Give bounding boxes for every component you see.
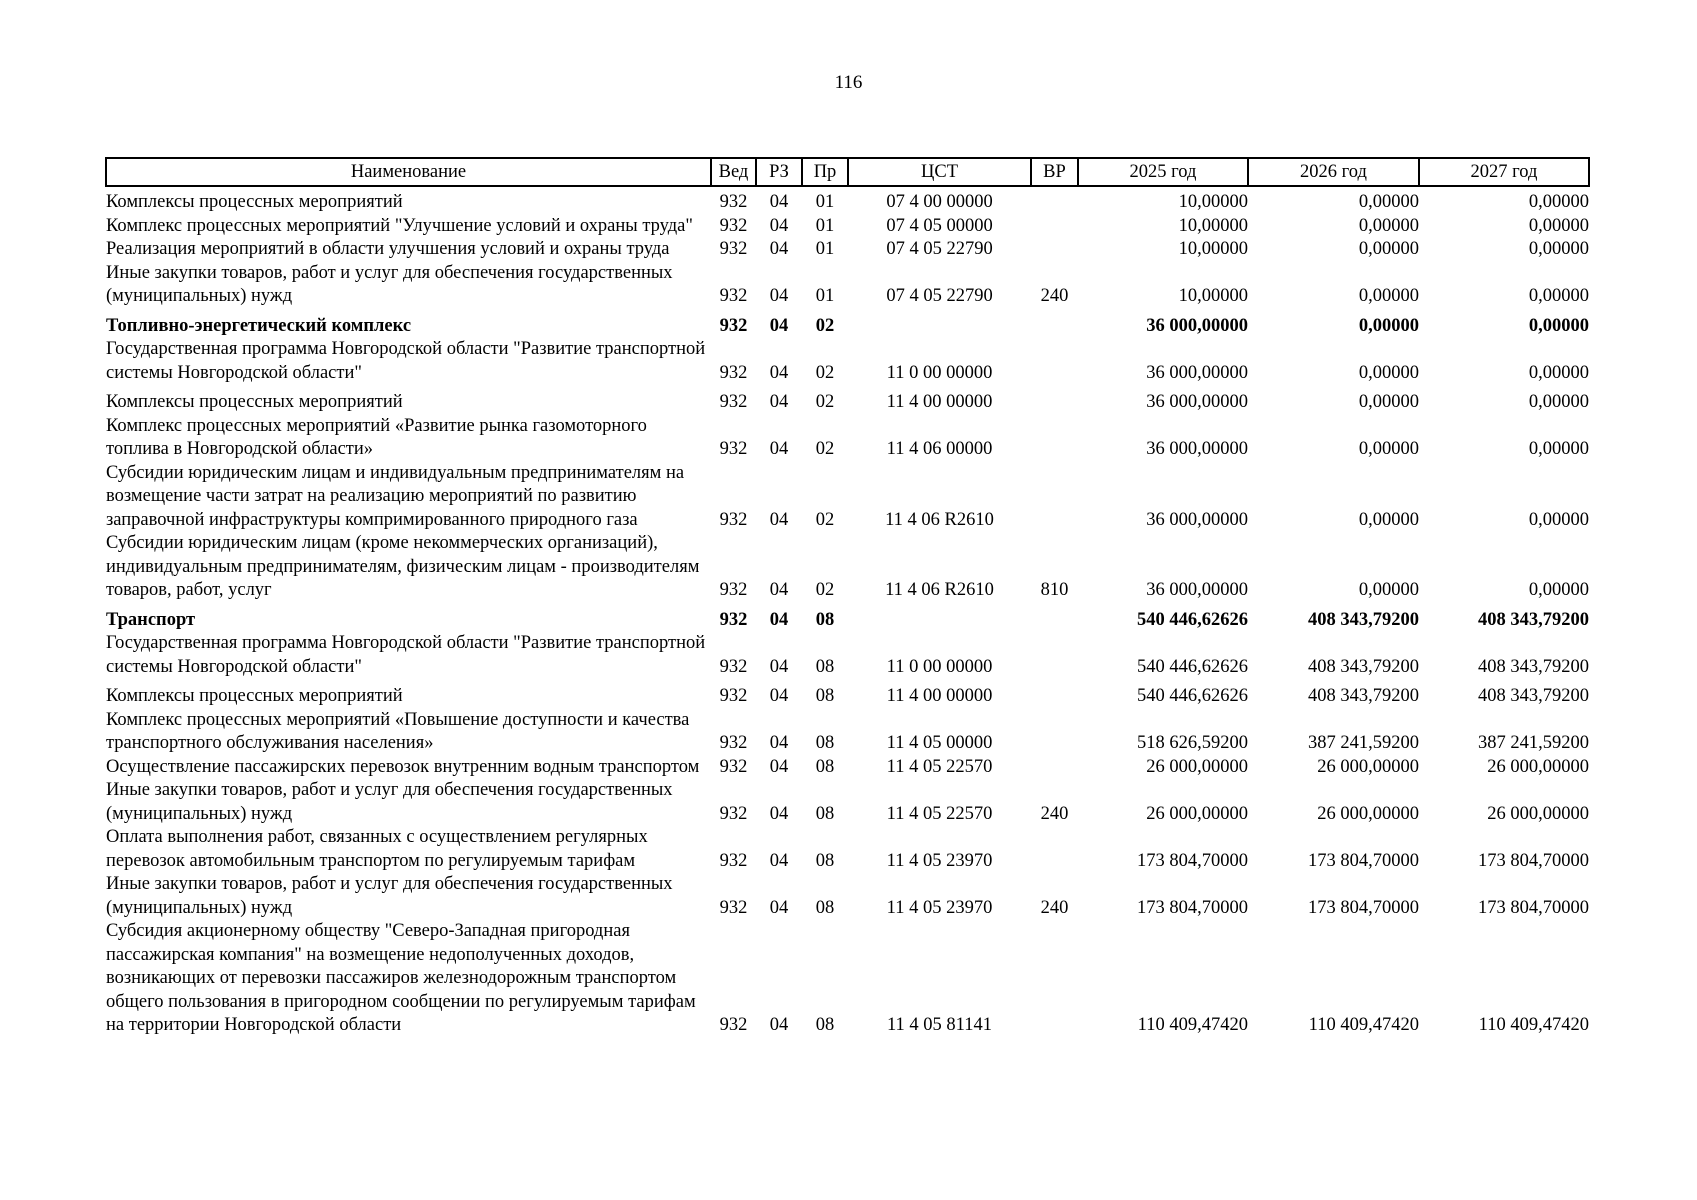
row-name: Комплексы процессных мероприятий: [106, 392, 403, 412]
row-2027: 0,00000: [1528, 192, 1589, 212]
table-row: [106, 756, 1589, 780]
row-rz: 04: [769, 192, 789, 212]
row-cst: 11 4 06 00000: [886, 439, 993, 459]
row-cst: 11 0 00 00000: [886, 362, 993, 383]
row-vr: [1031, 415, 1078, 462]
row-2025: 10,00000: [1178, 192, 1248, 212]
row-vr: [1031, 462, 1078, 533]
row-name: Комплексы процессных мероприятий: [106, 686, 403, 706]
row-2026: 26 000,00000: [1317, 803, 1419, 824]
row-2027: 408 343,79200: [1478, 686, 1589, 706]
row-cst: 11 4 05 00000: [886, 733, 993, 753]
row-pr: 08: [815, 733, 835, 753]
row-ved: 932: [719, 509, 748, 530]
row-2025: 36 000,00000: [1146, 392, 1248, 412]
row-pr: 01: [815, 239, 835, 259]
header-rz: РЗ: [756, 158, 802, 186]
row-2025: 10,00000: [1178, 286, 1248, 306]
row-pr: 08: [815, 1015, 835, 1035]
row-2025: 540 446,62626: [1137, 686, 1248, 706]
row-2026: 408 343,79200: [1308, 656, 1419, 677]
header-name: Наименование: [106, 158, 711, 186]
row-ved: 932: [719, 392, 748, 412]
table-row: [106, 415, 1589, 462]
row-2027: 0,00000: [1528, 362, 1589, 383]
row-vr: 810: [1040, 580, 1069, 600]
row-2025: 173 804,70000: [1137, 850, 1248, 871]
row-pr: 02: [815, 439, 835, 459]
row-rz: 04: [769, 733, 789, 753]
row-2026: 408 343,79200: [1308, 609, 1419, 630]
row-2027: 26 000,00000: [1487, 803, 1589, 824]
row-2025: 540 446,62626: [1137, 609, 1248, 630]
row-ved: 932: [719, 192, 748, 212]
row-2026: 110 409,47420: [1308, 1015, 1419, 1035]
row-rz: 04: [769, 803, 789, 824]
row-cst: 11 4 06 R2610: [885, 580, 994, 600]
row-name: Топливно-энергетический комплекс: [106, 315, 412, 336]
row-vr: [1031, 826, 1078, 873]
row-2027: 408 343,79200: [1478, 656, 1589, 677]
row-ved: 932: [719, 803, 748, 824]
row-ved: 932: [719, 756, 748, 777]
table-row: [106, 262, 1589, 309]
table-row: [106, 532, 1589, 603]
row-cst: 11 4 06 R2610: [885, 509, 994, 530]
row-2026: 173 804,70000: [1308, 897, 1419, 918]
row-cst: 11 4 00 00000: [886, 392, 993, 412]
table-row: [106, 679, 1589, 709]
row-rz: 04: [769, 362, 789, 383]
row-vr: [1031, 679, 1078, 709]
row-pr: 02: [815, 315, 835, 336]
row-2026: 0,00000: [1358, 315, 1419, 336]
row-rz: 04: [769, 686, 789, 706]
row-2025: 36 000,00000: [1146, 439, 1248, 459]
row-2025: 518 626,59200: [1137, 733, 1248, 753]
row-2027: 387 241,59200: [1478, 733, 1589, 753]
row-2027: 0,00000: [1528, 315, 1589, 336]
table-row: [106, 385, 1589, 415]
row-cst: 07 4 05 22790: [886, 286, 993, 306]
row-ved: 932: [719, 686, 748, 706]
budget-table: [105, 157, 1590, 1038]
row-rz: 04: [769, 850, 789, 871]
row-name: Комплекс процессных мероприятий «Повышение доступности и качества транспортного обслуживания населения»: [106, 709, 690, 753]
row-rz: 04: [769, 509, 789, 530]
row-2027: 0,00000: [1528, 286, 1589, 306]
row-name: Транспорт: [106, 609, 196, 630]
row-2025: 36 000,00000: [1146, 362, 1248, 383]
row-rz: 04: [769, 392, 789, 412]
row-name: Государственная программа Новгородской области "Развитие транспортной системы Новгородской области": [106, 339, 706, 383]
row-2027: 173 804,70000: [1478, 850, 1589, 871]
header-cst: ЦСТ: [848, 158, 1031, 186]
row-2027: 110 409,47420: [1478, 1015, 1589, 1035]
row-cst: 07 4 05 00000: [886, 215, 993, 236]
row-cst: 11 0 00 00000: [886, 656, 993, 677]
row-vr: [1031, 632, 1078, 679]
row-vr: 240: [1040, 286, 1069, 306]
row-pr: 08: [815, 656, 835, 677]
row-2027: 0,00000: [1528, 509, 1589, 530]
row-vr: [1031, 186, 1078, 215]
row-rz: 04: [769, 580, 789, 600]
row-vr: [1031, 215, 1078, 239]
row-vr: [1031, 709, 1078, 756]
table-row: [106, 238, 1589, 262]
table-row: [106, 462, 1589, 533]
table-row: [106, 873, 1589, 920]
row-2025: 10,00000: [1178, 239, 1248, 259]
row-ved: 932: [719, 656, 748, 677]
row-name: Иные закупки товаров, работ и услуг для обеспечения государственных (муниципальных) нужд: [106, 874, 673, 918]
row-2026: 173 804,70000: [1308, 850, 1419, 871]
row-vr: [1031, 238, 1078, 262]
row-cst: 11 4 05 81141: [886, 1015, 992, 1035]
row-ved: 932: [719, 733, 748, 753]
row-2027: 0,00000: [1528, 439, 1589, 459]
table-row: [106, 709, 1589, 756]
row-2026: 0,00000: [1358, 580, 1419, 600]
row-pr: 08: [815, 850, 835, 871]
row-name: Реализация мероприятий в области улучшения условий и охраны труда: [106, 239, 670, 259]
row-cst: 11 4 05 23970: [886, 850, 993, 871]
row-ved: 932: [719, 239, 748, 259]
row-name: Государственная программа Новгородской области "Развитие транспортной системы Новгородской области": [106, 633, 706, 677]
row-rz: 04: [769, 286, 789, 306]
row-pr: 02: [815, 580, 835, 600]
row-name: Оплата выполнения работ, связанных с осуществлением регулярных перевозок автомобильным транспортом по регулируемым тарифам: [106, 827, 648, 871]
row-cst: [848, 603, 1031, 633]
row-pr: 08: [815, 803, 835, 824]
row-cst: 07 4 00 00000: [886, 192, 993, 212]
row-2026: 0,00000: [1358, 509, 1419, 530]
row-ved: 932: [719, 609, 748, 630]
table-row: [106, 779, 1589, 826]
row-rz: 04: [769, 1015, 789, 1035]
row-2027: 0,00000: [1528, 239, 1589, 259]
header-pr: Пр: [802, 158, 848, 186]
table-row: [106, 186, 1589, 215]
row-pr: 08: [815, 609, 835, 630]
row-ved: 932: [719, 439, 748, 459]
row-2027: 173 804,70000: [1478, 897, 1589, 918]
header-vr: ВР: [1031, 158, 1078, 186]
row-rz: 04: [769, 239, 789, 259]
row-2026: 408 343,79200: [1308, 686, 1419, 706]
row-rz: 04: [769, 439, 789, 459]
row-2026: 0,00000: [1358, 192, 1419, 212]
header-ved: Вед: [711, 158, 756, 186]
row-2026: 26 000,00000: [1317, 756, 1419, 777]
row-2025: 26 000,00000: [1146, 756, 1248, 777]
row-rz: 04: [769, 897, 789, 918]
table-row: [106, 338, 1589, 385]
row-pr: 02: [815, 509, 835, 530]
row-ved: 932: [719, 215, 748, 236]
row-pr: 08: [815, 686, 835, 706]
row-2025: 26 000,00000: [1146, 803, 1248, 824]
row-2025: 173 804,70000: [1137, 897, 1248, 918]
row-ved: 932: [719, 286, 748, 306]
row-2027: 26 000,00000: [1487, 756, 1589, 777]
row-vr: [1031, 603, 1078, 633]
row-name: Иные закупки товаров, работ и услуг для обеспечения государственных (муниципальных) нужд: [106, 262, 673, 306]
row-2025: 540 446,62626: [1137, 656, 1248, 677]
row-vr: [1031, 756, 1078, 780]
row-cst: 11 4 05 22570: [886, 756, 993, 777]
row-rz: 04: [769, 609, 789, 630]
row-rz: 04: [769, 215, 789, 236]
row-name: Субсидия акционерному обществу "Северо-Западная пригородная пассажирская компания" на возмещение недополученных доходов, возникающих от перевозки пассажиров железнодорожным транспортом общего пользования в пригородном сообщении по регулируемым тарифам на территории Новгородской области: [106, 921, 696, 1035]
row-rz: 04: [769, 315, 789, 336]
row-cst: 07 4 05 22790: [886, 239, 993, 259]
row-2026: 0,00000: [1358, 362, 1419, 383]
row-ved: 932: [719, 897, 748, 918]
header-2027: 2027 год: [1419, 158, 1589, 186]
row-cst: [848, 309, 1031, 339]
header-2025: 2025 год: [1078, 158, 1248, 186]
row-2027: 0,00000: [1528, 580, 1589, 600]
row-rz: 04: [769, 756, 789, 777]
row-vr: [1031, 309, 1078, 339]
row-name: Субсидии юридическим лицам и индивидуальным предпринимателям на возмещение части затрат на реализацию мероприятий по развитию заправочной инфраструктуры компримированного природного газа: [106, 462, 685, 530]
row-name: Комплекс процессных мероприятий «Развитие рынка газомоторного топлива в Новгородской области»: [106, 415, 647, 459]
header-2026: 2026 год: [1248, 158, 1419, 186]
row-cst: 11 4 05 23970: [886, 897, 993, 918]
row-ved: 932: [719, 1015, 748, 1035]
row-cst: 11 4 00 00000: [886, 686, 993, 706]
row-2026: 0,00000: [1358, 239, 1419, 259]
table-row-section: [106, 603, 1589, 633]
row-pr: 02: [815, 362, 835, 383]
row-2027: 408 343,79200: [1478, 609, 1589, 630]
row-2025: 36 000,00000: [1146, 580, 1248, 600]
row-2027: 0,00000: [1528, 215, 1589, 236]
row-2025: 36 000,00000: [1146, 315, 1248, 336]
row-name: Комплекс процессных мероприятий "Улучшение условий и охраны труда": [106, 215, 693, 236]
row-2025: 36 000,00000: [1146, 509, 1248, 530]
row-2025: 110 409,47420: [1137, 1015, 1248, 1035]
row-2026: 387 241,59200: [1308, 733, 1419, 753]
table-row-section: [106, 309, 1589, 339]
table-row: [106, 826, 1589, 873]
row-vr: 240: [1040, 803, 1069, 824]
row-name: Осуществление пассажирских перевозок внутренним водным транспортом: [106, 756, 700, 777]
row-2027: 0,00000: [1528, 392, 1589, 412]
row-pr: 02: [815, 392, 835, 412]
row-name: Субсидии юридическим лицам (кроме некоммерческих организаций), индивидуальным предпринимателям, физическим лицам - производителям товаров, работ, услуг: [106, 533, 700, 600]
page-number: 116: [834, 72, 863, 93]
row-vr: [1031, 338, 1078, 385]
row-pr: 08: [815, 897, 835, 918]
row-2026: 0,00000: [1358, 392, 1419, 412]
row-ved: 932: [719, 850, 748, 871]
table-row: [106, 215, 1589, 239]
row-name: Иные закупки товаров, работ и услуг для обеспечения государственных (муниципальных) нужд: [106, 780, 673, 824]
row-2026: 0,00000: [1358, 439, 1419, 459]
row-rz: 04: [769, 656, 789, 677]
table-row: [106, 920, 1589, 1038]
row-name: Комплексы процессных мероприятий: [106, 192, 403, 212]
row-2026: 0,00000: [1358, 215, 1419, 236]
row-ved: 932: [719, 580, 748, 600]
row-vr: [1031, 920, 1078, 1038]
row-pr: 01: [815, 215, 835, 236]
row-2025: 10,00000: [1178, 215, 1248, 236]
row-vr: 240: [1040, 897, 1069, 918]
row-cst: 11 4 05 22570: [886, 803, 993, 824]
row-pr: 01: [815, 192, 835, 212]
row-vr: [1031, 385, 1078, 415]
row-pr: 01: [815, 286, 835, 306]
table-row: [106, 632, 1589, 679]
row-pr: 08: [815, 756, 835, 777]
row-2026: 0,00000: [1358, 286, 1419, 306]
header-row: [106, 158, 1589, 186]
row-ved: 932: [719, 362, 748, 383]
row-ved: 932: [719, 315, 748, 336]
